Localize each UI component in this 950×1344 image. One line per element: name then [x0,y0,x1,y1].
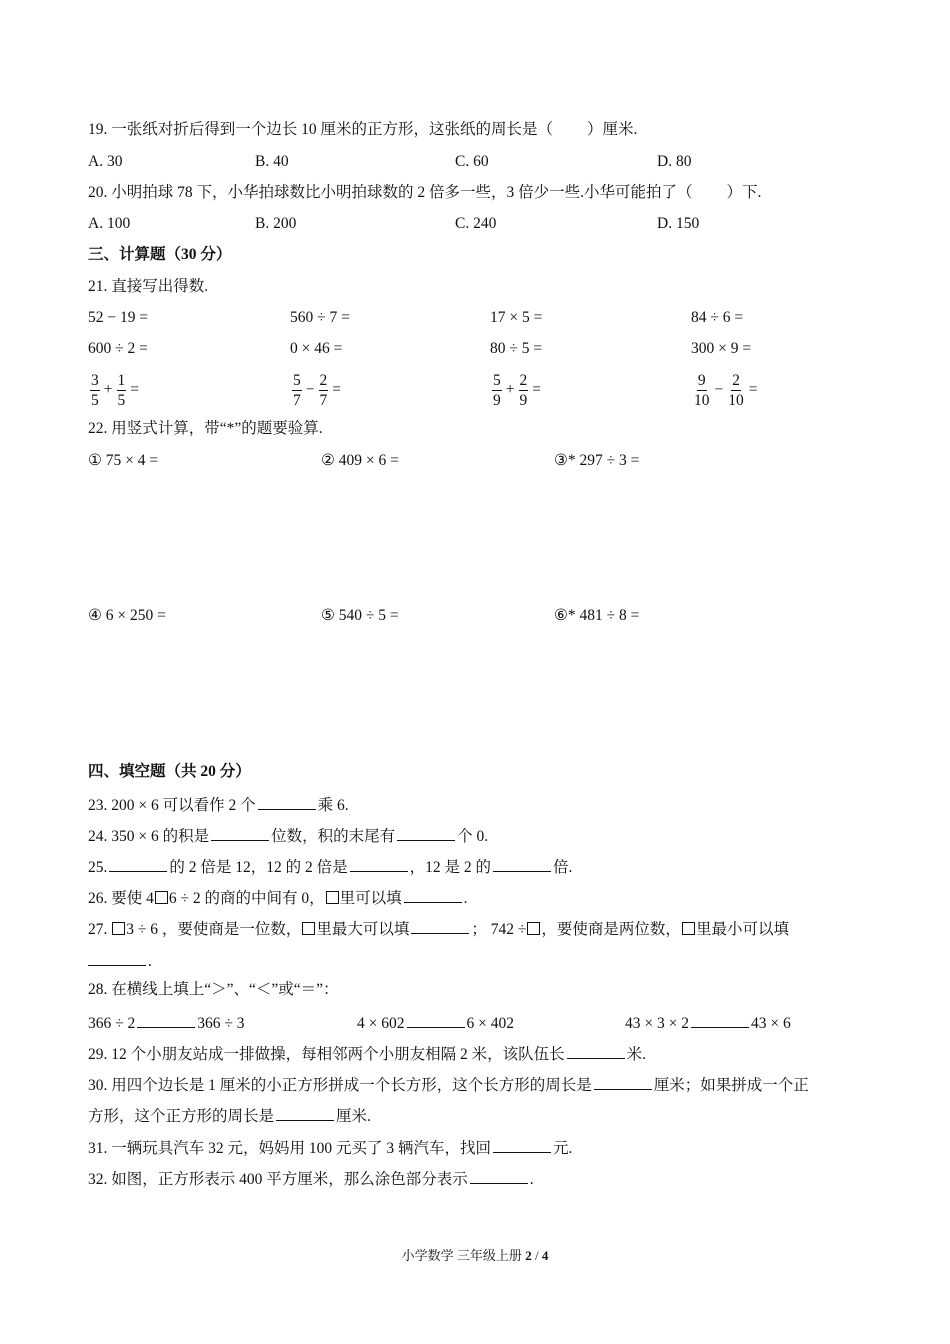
box-icon [155,891,168,904]
fraction: $\frac{9}{10}$ [694,371,710,409]
option-d[interactable]: D. 80 [657,153,692,170]
vertical-calc-item: ① 75 × 4 = [88,452,159,469]
box-icon [112,922,125,935]
question-30-continued: 方形，这个正方形的周长是 厘米. [88,1104,371,1127]
expr: 0 × 46 = [290,340,343,357]
answer-blank[interactable] [258,793,316,810]
question-23: 23. 200 × 6 可以看作 2 个 乘 6. [88,793,349,816]
vertical-calc-item: ⑤ 540 ÷ 5 = [321,607,399,624]
option-c[interactable]: C. 60 [455,153,489,170]
option-a[interactable]: A. 30 [88,153,123,170]
option-b[interactable]: B. 40 [255,153,289,170]
question-22-title: 22. 用竖式计算，带“*”的题要验算. [88,420,323,437]
vertical-calc-item: ⑥* 481 ÷ 8 = [554,607,640,624]
vertical-calc-item: ② 409 × 6 = [321,452,399,469]
answer-blank[interactable] [276,1104,334,1121]
page-footer: 小学数学 三年级上册 2 / 4 [401,1248,549,1263]
question-32: 32. 如图，正方形表示 400 平方厘米，那么涂色部分表示 . [88,1167,534,1190]
section-4-title: 四、填空题（共 20 分） [88,763,251,780]
fraction: $\frac{2}{9}$ [519,371,528,409]
fraction: $\frac{3}{5}$ [91,371,99,409]
question-29: 29. 12 个小朋友站成一排做操，每相邻两个小朋友相隔 2 米，该队伍长 米. [88,1042,646,1065]
fraction: $\frac{2}{7}$ [319,371,328,409]
question-24: 24. 350 × 6 的积是 位数，积的末尾有 个 0. [88,824,488,847]
answer-blank[interactable] [567,1042,625,1059]
section-3-title: 三、计算题（30 分） [88,246,232,263]
expr: 80 ÷ 5 = [490,340,543,357]
answer-blank[interactable] [211,824,269,841]
fraction: $\frac{2}{10}$ [728,371,744,409]
question-28-title: 28. 在横线上填上“＞”、“＜”或“＝”： [88,981,339,998]
expr: 17 × 5 = [490,309,543,326]
fraction: $\frac{5}{7}$ [293,371,301,409]
answer-blank[interactable] [493,855,551,872]
expr: 84 ÷ 6 = [691,309,744,326]
compare-item: 4 × 602 6 × 402 [357,1011,514,1034]
answer-blank[interactable] [691,1011,749,1028]
vertical-calc-item: ③* 297 ÷ 3 = [554,452,640,469]
answer-blank[interactable] [397,824,455,841]
answer-blank[interactable] [411,917,469,934]
page-number: 2 [525,1248,532,1263]
vertical-calc-item: ④ 6 × 250 = [88,607,166,624]
answer-blank[interactable] [137,1011,195,1028]
compare-item: 43 × 3 × 2 43 × 6 [625,1011,791,1034]
fraction-expr: $\frac{9}{10}$ − $\frac{2}{10}$ = [694,371,758,409]
answer-blank[interactable] [470,1167,528,1184]
box-icon [682,922,695,935]
question-26: 26. 要使 4 6 ÷ 2 的商的中间有 0， 里可以填 . [88,886,468,909]
question-20: 20. 小明拍球 78 下，小华拍球数比小明拍球数的 2 倍多一些，3 倍少一些.小华可能拍了（ ）下. [88,184,762,201]
answer-blank[interactable] [404,886,462,903]
fraction-expr: $\frac{5}{7}$ − $\frac{2}{7}$ = [293,371,341,409]
expr: 300 × 9 = [691,340,752,357]
box-icon [527,922,540,935]
answer-blank[interactable] [594,1073,652,1090]
fraction: $\frac{5}{9}$ [493,371,501,409]
compare-item: 366 ÷ 2 366 ÷ 3 [88,1011,245,1034]
option-a[interactable]: A. 100 [88,215,131,232]
question-31: 31. 一辆玩具汽车 32 元，妈妈用 100 元买了 3 辆汽车，找回 元. [88,1136,572,1159]
answer-blank[interactable] [350,855,408,872]
fraction-expr: $\frac{3}{5}$ + $\frac{1}{5}$ = [91,371,139,409]
expr: 560 ÷ 7 = [290,309,350,326]
answer-blank[interactable] [109,855,167,872]
expr: 52 − 19 = [88,309,149,326]
question-27: 27. 3 ÷ 6 ，要使商是一位数， 里最大可以填 ； 742 ÷ ，要使商是两位数， 里最小可以填 [88,917,789,940]
question-21-title: 21. 直接写出得数. [88,278,209,295]
question-30: 30. 用四个边长是 1 厘米的小正方形拼成一个长方形，这个长方形的周长是 厘米；如果拼成一个正 [88,1073,809,1096]
question-25: 25. 的 2 倍是 12，12 的 2 倍是 ，12 是 2 的 倍. [88,855,572,878]
answer-blank[interactable] [493,1136,551,1153]
option-d[interactable]: D. 150 [657,215,700,232]
box-icon [302,922,315,935]
option-c[interactable]: C. 240 [455,215,497,232]
expr: 600 ÷ 2 = [88,340,148,357]
fraction: $\frac{1}{5}$ [117,371,126,409]
question-27-continued: . [88,949,152,972]
option-b[interactable]: B. 200 [255,215,297,232]
answer-blank[interactable] [88,949,146,966]
fraction-expr: $\frac{5}{9}$ + $\frac{2}{9}$ = [493,371,541,409]
page-total: 4 [541,1248,549,1263]
box-icon [326,891,339,904]
question-19: 19. 一张纸对折后得到一个边长 10 厘米的正方形，这张纸的周长是（ ）厘米. [88,121,638,138]
answer-blank[interactable] [407,1011,465,1028]
